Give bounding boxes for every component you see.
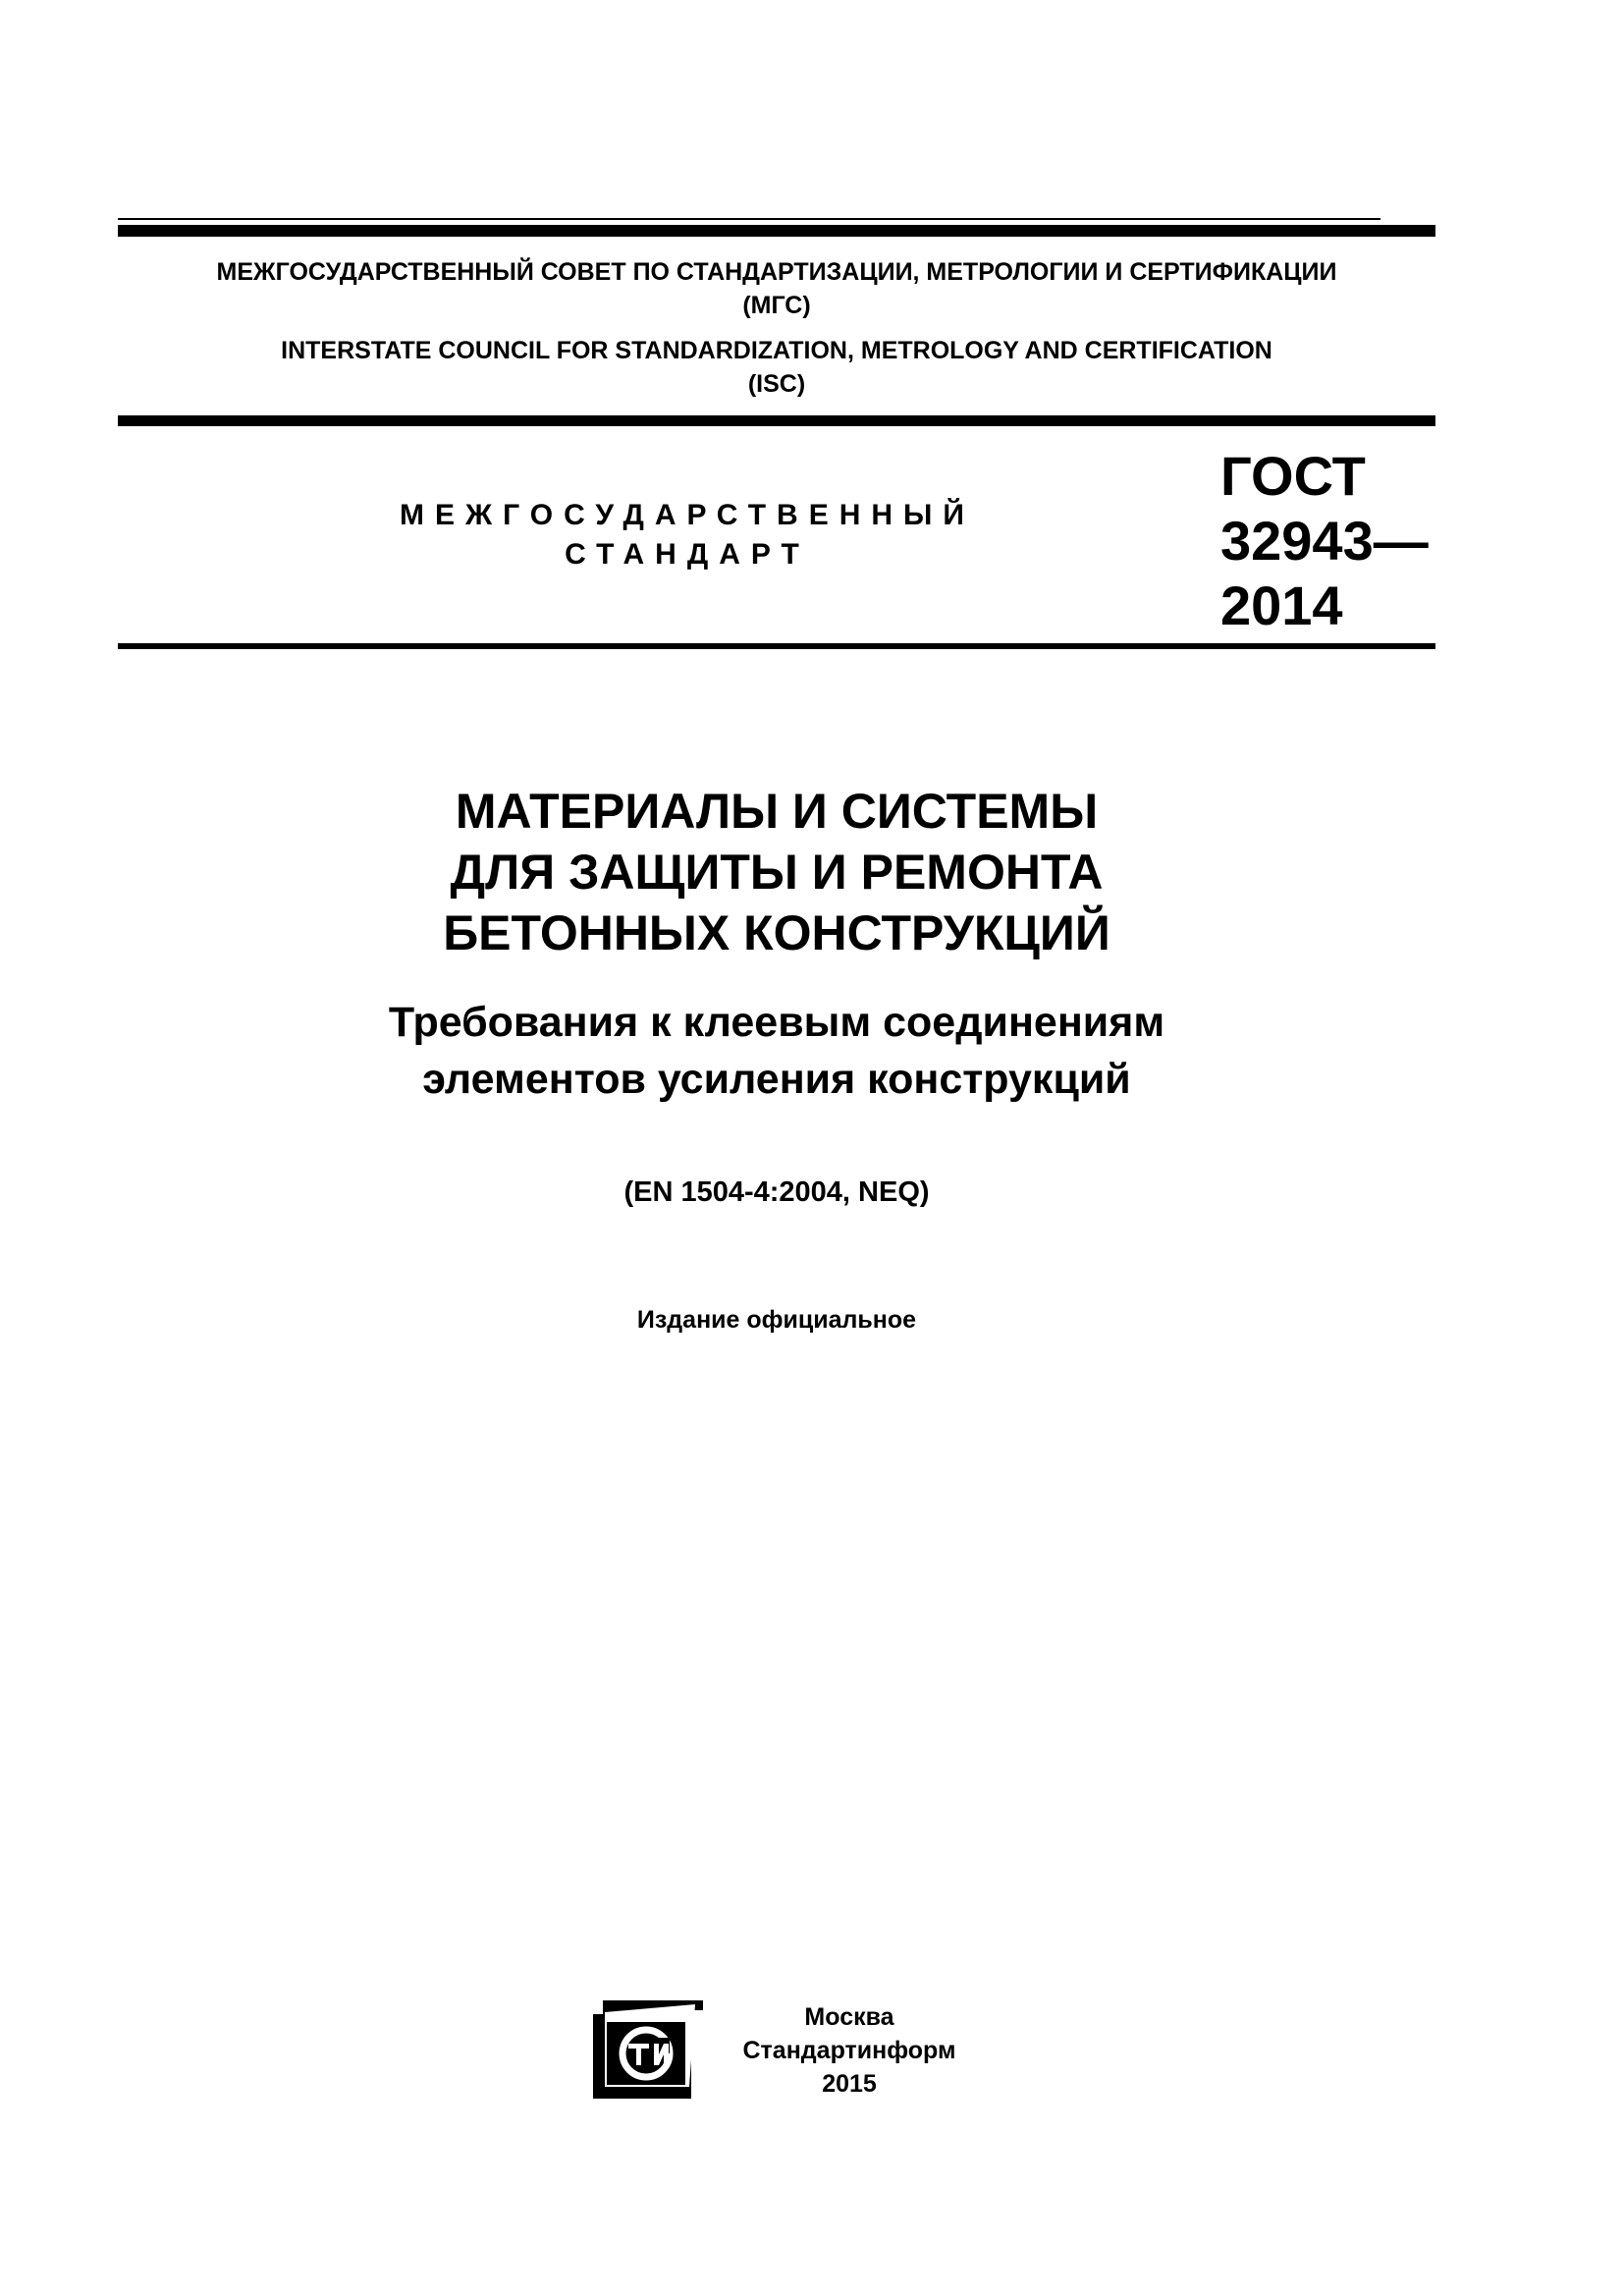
publisher-year: 2015 xyxy=(822,2070,877,2098)
publisher-name: Стандартинформ xyxy=(742,2037,956,2064)
title-line2: ДЛЯ ЗАЩИТЫ И РЕМОНТА xyxy=(450,845,1104,900)
top-thin-rule xyxy=(118,218,1380,220)
title-line3: БЕТОННЫХ КОНСТРУКЦИЙ xyxy=(443,905,1110,960)
standartinform-logo-icon xyxy=(593,2000,703,2099)
council-ru-name: МЕЖГОСУДАРСТВЕННЫЙ СОВЕТ ПО СТАНДАРТИЗАЦИИ, МЕТРОЛОГИИ И СЕРТИФИКАЦИИ xyxy=(216,258,1337,286)
designation-bottom-rule xyxy=(118,643,1435,649)
edition-note: Издание официальное xyxy=(636,1306,917,1334)
gost-year: 2014 xyxy=(1220,574,1343,636)
title-line1: МАТЕРИАЛЫ И СИСТЕМЫ xyxy=(455,784,1099,839)
gost-prefix: ГОСТ xyxy=(1220,445,1366,507)
publisher-info xyxy=(727,2000,972,2101)
council-ru xyxy=(118,255,1435,322)
top-thick-rule xyxy=(118,225,1435,237)
standard-type-label xyxy=(324,496,1051,574)
council-en-name: INTERSTATE COUNCIL FOR STANDARDIZATION, METROLOGY AND CERTIFICATION xyxy=(281,337,1272,364)
gost-number: 32943— xyxy=(1220,510,1429,572)
standard-type-line2: СТАНДАРТ xyxy=(565,538,810,571)
standard-type-line1: МЕЖГОСУДАРСТВЕННЫЙ xyxy=(400,499,975,531)
document-subtitle xyxy=(118,994,1435,1108)
header-bottom-rule xyxy=(118,415,1435,426)
document-title xyxy=(118,781,1435,963)
council-ru-abbr: (МГС) xyxy=(742,292,811,319)
subtitle-line2: элементов усиления конструкций xyxy=(422,1056,1131,1103)
publisher-city: Москва xyxy=(804,2003,894,2031)
standard-reference: (EN 1504-4:2004, NEQ) xyxy=(623,1176,930,1208)
council-en-abbr: (ISC) xyxy=(747,370,806,398)
council-en xyxy=(118,334,1435,401)
subtitle-line1: Требования к клеевым соединениям xyxy=(388,999,1165,1046)
gost-designation xyxy=(1220,444,1429,638)
